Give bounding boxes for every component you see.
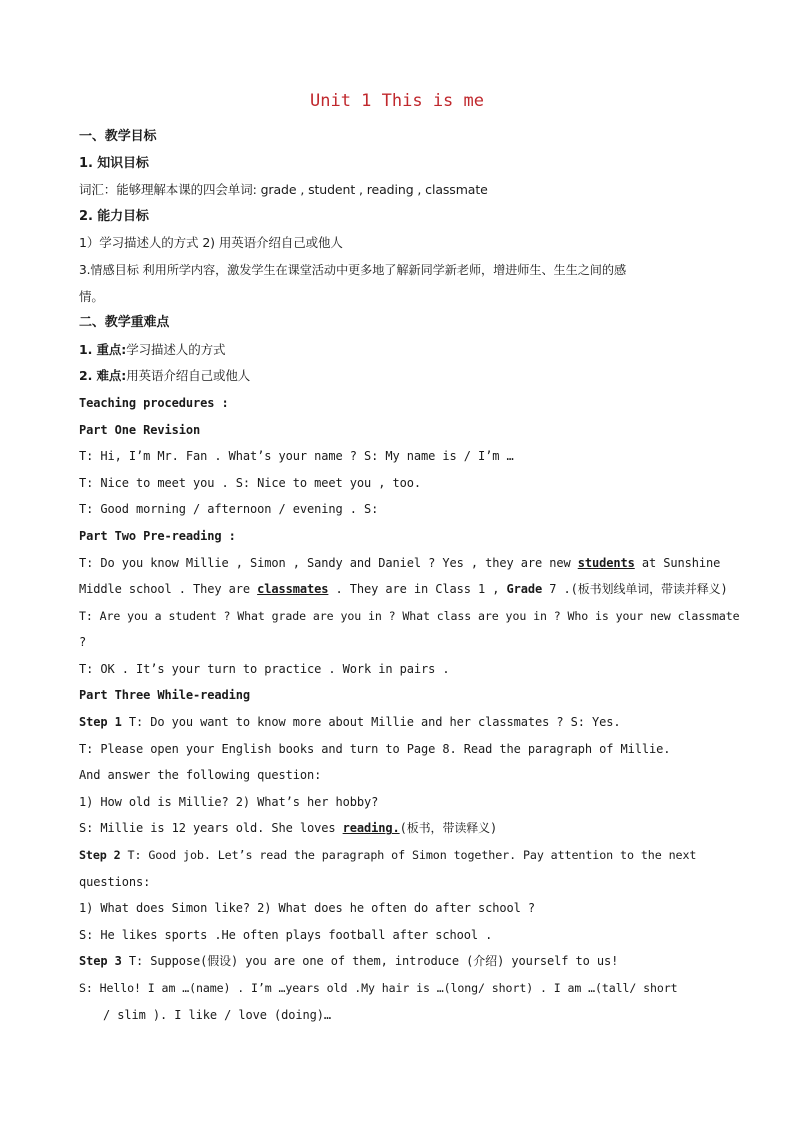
dialogue-line: T: Hi, I’m Mr. Fan . What’s your name ? S: My name is / I’m … (79, 449, 514, 464)
ability-objective-text: 1）学习描述人的方式 2) 用英语介绍自己或他人 (79, 235, 343, 251)
part-three-heading: Part Three While-reading (79, 688, 250, 703)
dialogue-line-cont: questions: (79, 874, 151, 889)
knowledge-objective-heading: 1. 知识目标 (79, 155, 149, 171)
dialogue-line-cont: ? (79, 635, 87, 650)
dialogue-line: T: Are you a student ? What grade are you in ? What class are you in ? Who is your new classmate (79, 608, 740, 623)
vocab-reading: reading. (342, 821, 400, 836)
vocab-classmates: classmates (257, 582, 329, 597)
vocab-grade: Grade (506, 582, 543, 597)
text-segment: T: Do you know Millie , Simon , Sandy and Daniel ? Yes , they are new (79, 555, 578, 570)
dialogue-line: And answer the following question: (79, 768, 322, 783)
text-segment: S: Millie is 12 years old. She loves (79, 821, 343, 836)
dialogue-line: T: Nice to meet you . S: Nice to meet you , too. (79, 475, 421, 490)
emotion-objective-text: 3.情感目标 利用所学内容，激发学生在课堂活动中更多地了解新同学新老师，增进师生、生生之间的感 (79, 262, 627, 277)
dialogue-line: T: Please open your English books and turn to Page 8. Read the paragraph of Millie. (79, 741, 671, 756)
text-segment: at Sunshine (634, 555, 721, 570)
key-point-1-text: 学习描述人的方式 (126, 341, 226, 357)
procedures-heading: Teaching procedures : (79, 395, 229, 410)
text-segment: . They are in Class 1 , (328, 582, 507, 597)
document-page (79, 88, 740, 1028)
ability-objective-heading: 2. 能力目标 (79, 208, 149, 224)
dialogue-line: S: Hello! I am …(name) . I’m …years old .My hair is …(long/ short) . I am …(tall/ short (79, 981, 678, 995)
page-title: Unit 1 This is me (310, 91, 484, 111)
key-point-1 (79, 337, 715, 364)
section-heading-key-points: 二、教学重难点 (79, 315, 170, 331)
answer-line: S: He likes sports .He often plays football after school . (79, 927, 493, 942)
key-point-2-text: 用英语介绍自己或他人 (126, 368, 251, 384)
part-one-heading: Part One Revision (79, 422, 201, 437)
text-segment: 7 .(板书划线单词，带读并释义) (542, 582, 728, 597)
key-point-1-label: 1. 重点: (79, 341, 127, 357)
dialogue-line (79, 576, 728, 603)
key-point-2-label: 2. 难点: (79, 368, 127, 384)
dialogue-line: T: OK . It’s your turn to practice . Work in pairs . (79, 661, 450, 676)
answer-line (79, 815, 715, 842)
step-3-line (79, 948, 715, 975)
text-segment: (板书，带读释义) (399, 821, 498, 836)
part-two-heading: Part Two Pre-reading : (79, 528, 236, 543)
dialogue-line (79, 550, 721, 577)
vocab-students: students (577, 555, 635, 570)
emotion-objective-text-cont: 情。 (79, 288, 104, 304)
step-1-line (79, 709, 715, 736)
question-line: 1) What does Simon like? 2) What does he often do after school ? (79, 901, 535, 916)
step-3-text: T: Suppose(假设) you are one of them, introduce (介绍) yourself to us! (121, 954, 619, 969)
dialogue-line-cont: / slim ). I like / love (doing)… (103, 1007, 331, 1022)
section-heading-objectives: 一、教学目标 (79, 129, 157, 144)
step-1-text: T: Do you want to know more about Millie and her classmates ? S: Yes. (121, 715, 621, 730)
knowledge-objective-text: 词汇：能够理解本课的四会单词: grade , student , reading , classmate (79, 182, 488, 198)
step-2-label: Step 2 (79, 848, 121, 863)
dialogue-line: T: Good morning / afternoon / evening . S: (79, 502, 379, 517)
text-segment: Middle school . They are (79, 582, 258, 597)
question-line: 1) How old is Millie? 2) What’s her hobby? (79, 794, 379, 809)
step-3-label: Step 3 (79, 954, 122, 969)
step-2-text: T: Good job. Let’s read the paragraph of Simon together. Pay attention to the next (120, 848, 697, 863)
key-point-2 (79, 363, 715, 390)
step-2-line (79, 842, 715, 869)
step-1-label: Step 1 (79, 715, 122, 730)
